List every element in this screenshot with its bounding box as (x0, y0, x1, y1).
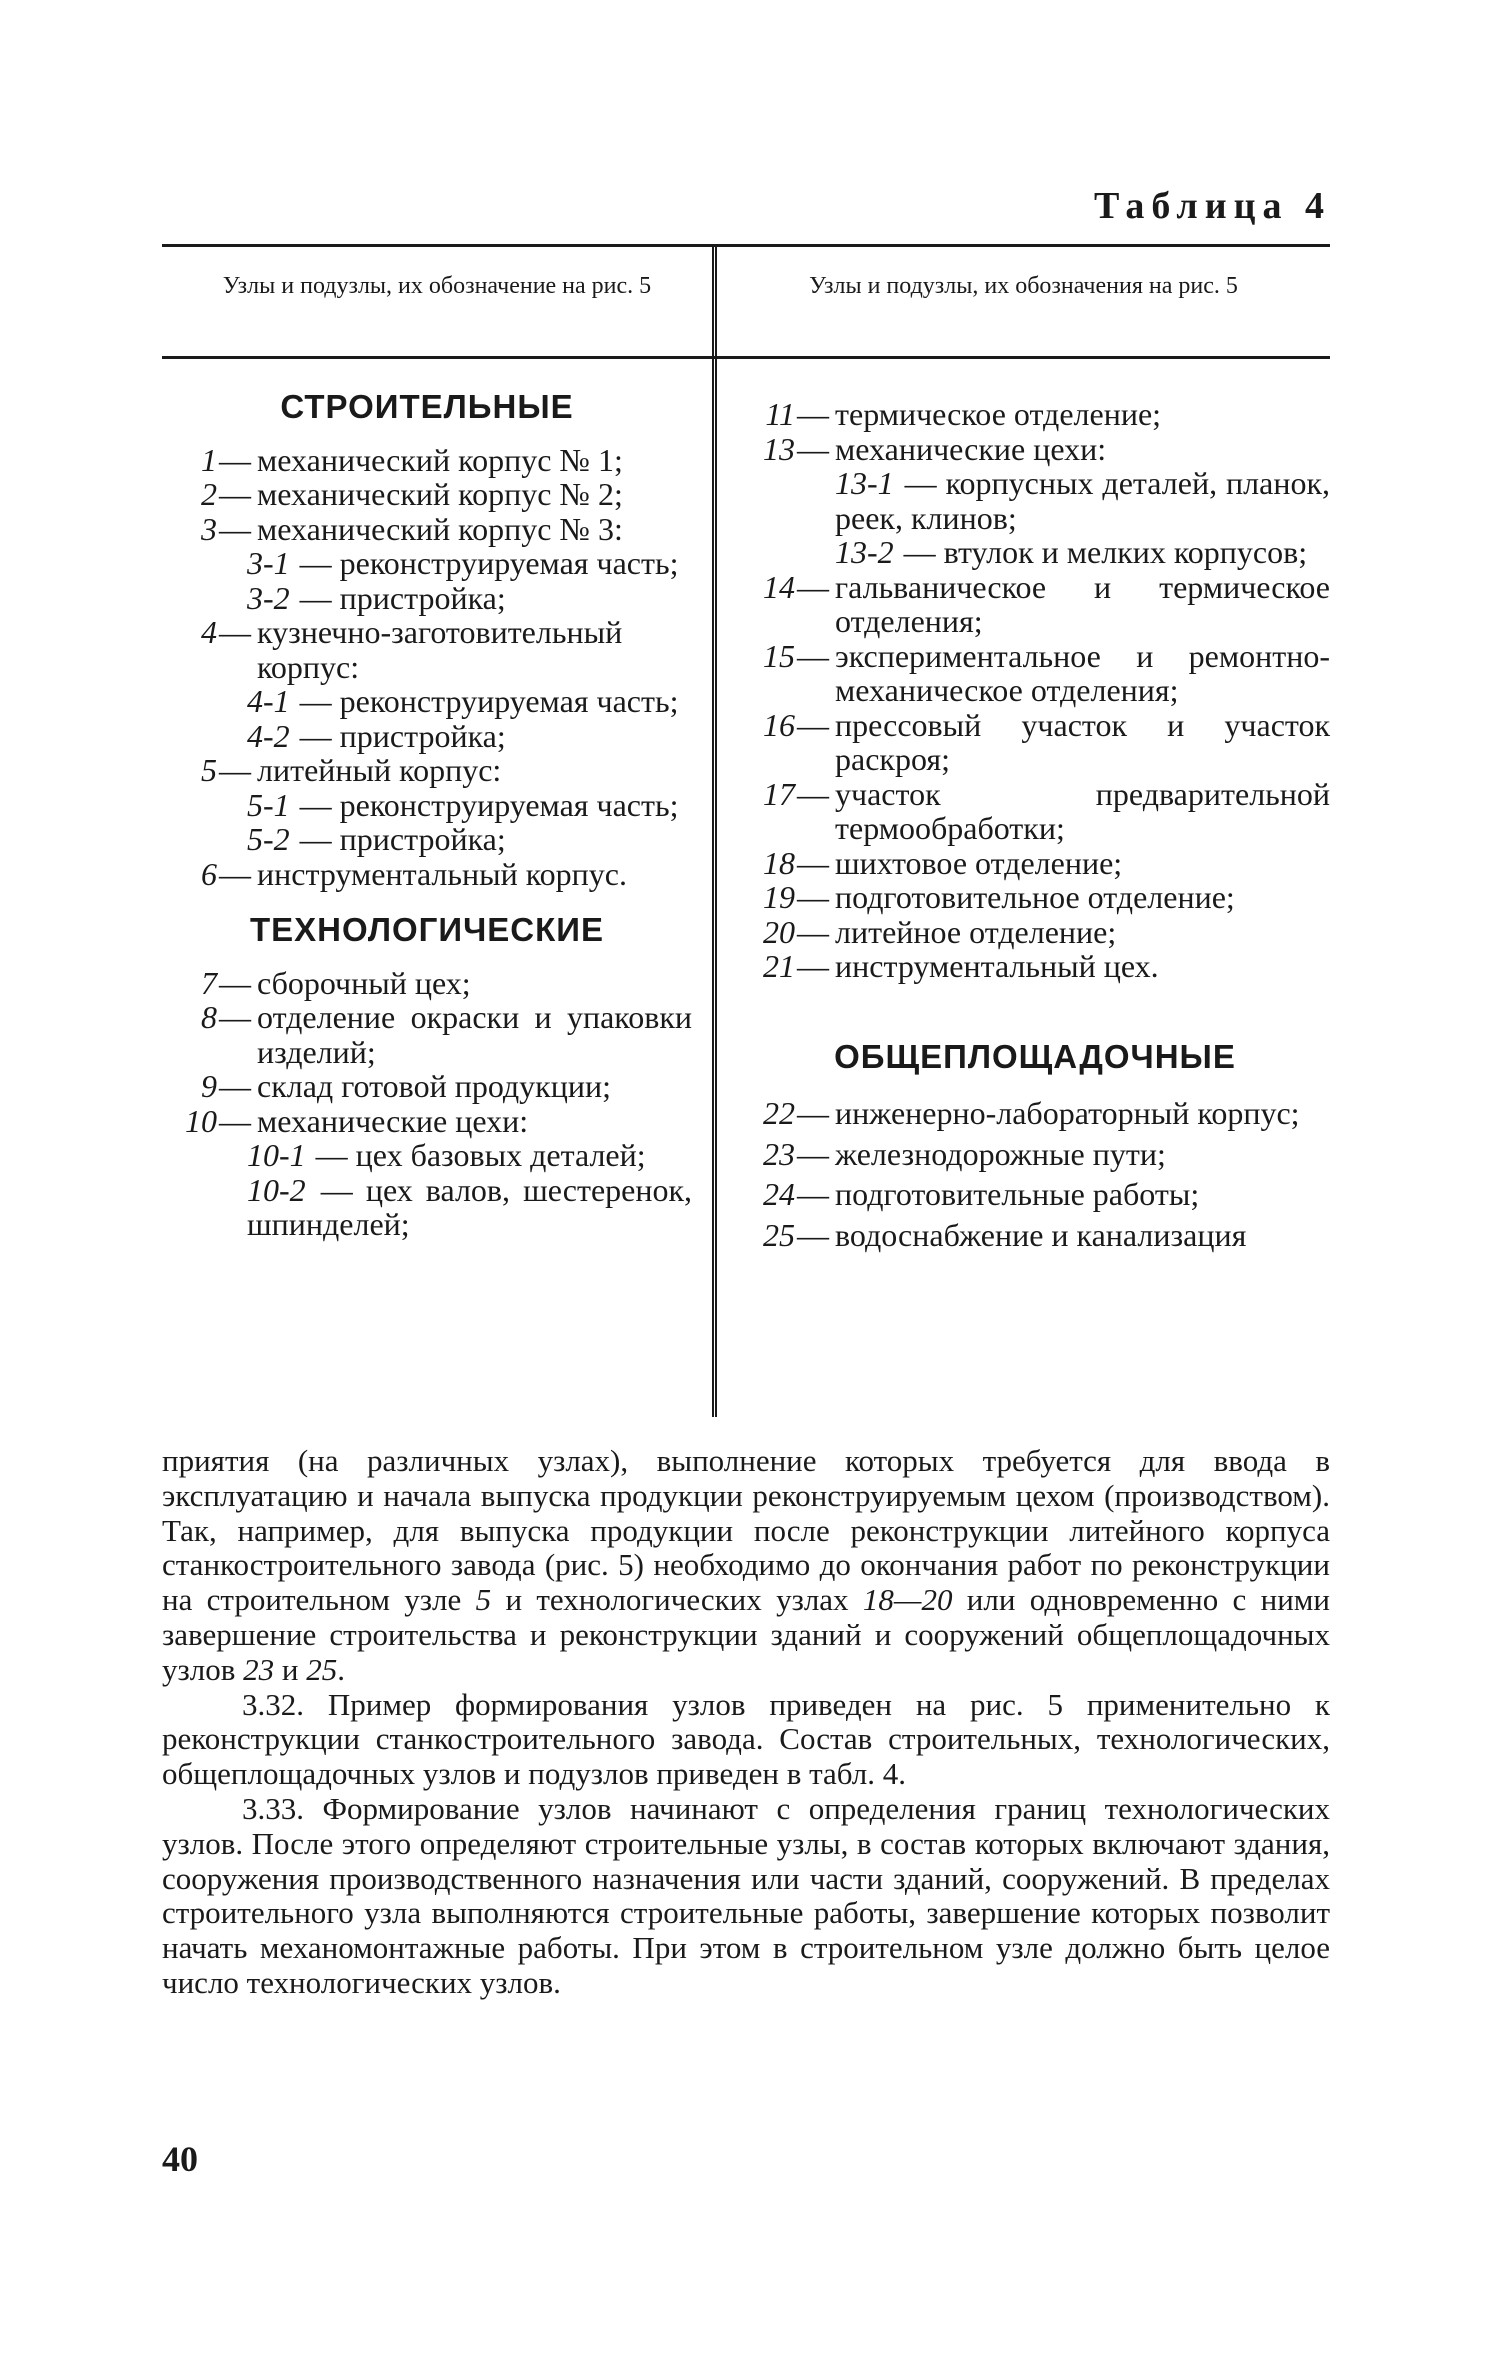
table-top-rule (162, 244, 1330, 247)
table-item: 9 — склад готовой продукции; (201, 1068, 611, 1104)
table-subitem: 4-2 — пристройка; (247, 717, 506, 754)
table-item: 3 — механический корпус № 3: (201, 510, 623, 547)
table-subitem: 13-2 — втулок и мелких корпусов; (835, 534, 1308, 570)
table-item: 15 — экспериментальное и ремонтно-механическое отделения; (763, 637, 1330, 708)
heading-construction: СТРОИТЕЛЬНЫЕ (280, 388, 574, 425)
table-subitem: 3-1 — реконструируемая часть; (247, 545, 679, 581)
table-subitem: 5-1 — реконструируемая часть; (247, 786, 679, 823)
table-item: 24 — подготовительные работы; (763, 1176, 1200, 1212)
table-item: 20 — литейное отделение; (763, 913, 1117, 950)
body-text (162, 1444, 1330, 2001)
table-item: 5 — литейный корпус: (201, 752, 502, 788)
table-right-column (740, 397, 1330, 1252)
paragraph-continuation: приятия (на различных узлах), выполнение которых требуется для ввода в эксплуатацию и начала выпуска продукции реконструируемым цехом (производством). Так, например, для выпуска продукции после реконструкции литейного корпуса станкостроительного завода (рис. 5) необходимо до окончания работ по реконструкции на строительном узле 5 и технологических узлах 18—20 или одновременно с ними завершение строительства и реконструкции зданий и сооружений общеплощадочных узлов 23 и 25. (162, 1443, 1330, 1687)
table-item: 10 — механические цехи: (185, 1102, 529, 1139)
table-subitem: 13-1 — корпусных деталей, планок, реек, клинов; (835, 465, 1331, 536)
table-subitem: 4-1 — реконструируемая часть; (247, 683, 679, 719)
table-left-column (162, 380, 692, 1242)
table-item: 16 — прессовый участок и участок раскроя; (763, 706, 1330, 777)
table-header-left: Узлы и подузлы, их обозначение на рис. 5 (222, 273, 652, 299)
table-item: 18 — шихтовое отделение; (763, 844, 1123, 881)
table-header-rule (162, 356, 1330, 359)
heading-technology: ТЕХНОЛОГИЧЕСКИЕ (249, 911, 604, 948)
table-subitem: 10-1 — цех базовых деталей; (247, 1137, 646, 1173)
table-item: 25 — водоснабжение и канализация (763, 1216, 1247, 1253)
paragraph-3-33: 3.33. Формирование узлов начинают с определения границ технологических узлов. После этого определяют строительные узлы, в состав которых включают здания, сооружения производственного назначения или части зданий, сооружений. В пределах строительного узла выполняются строительные работы, завершение которых позволит начать механомонтажные работы. При этом в строительном узле должно быть целое число технологических узлов. (162, 1790, 1330, 2000)
table-subitem: 5-2 — пристройка; (247, 821, 506, 857)
table-subitem: 3-2 — пристройка; (247, 579, 506, 616)
table-item: 8 — отделение окраски и упаковки изделий; (201, 999, 692, 1070)
table-item: 17 — участок предварительной термообработки; (763, 775, 1330, 846)
paragraph-3-32: 3.32. Пример формирования узлов приведен на рис. 5 применительно к реконструкции станкостроительного завода. Состав строительных, технологических, общеплощадочных узлов и подузлов приведен в табл. 4. (162, 1686, 1330, 1792)
table-item: 1 — механический корпус № 1; (201, 441, 623, 478)
table-item: 7 — сборочный цех; (201, 964, 471, 1001)
table-item: 22 — инженерно-лабораторный корпус; (763, 1095, 1300, 1131)
table-item: 19 — подготовительное отделение; (763, 879, 1235, 915)
table-item: 21 — инструментальный цех. (763, 948, 1159, 984)
table-item: 14 — гальваническое и термическое отделения; (763, 568, 1330, 639)
table-caption: Таблица 4 (1093, 185, 1331, 227)
table-item: 6 — инструментальный корпус. (201, 855, 627, 892)
table-subitem: 10-2 — цех валов, шестеренок, шпинделей; (247, 1171, 693, 1242)
table-item: 2 — механический корпус № 2; (201, 476, 623, 512)
heading-general: ОБЩЕПЛОЩАДОЧНЫЕ (834, 1037, 1236, 1075)
table-column-divider (712, 244, 717, 1417)
page-number: 40 (162, 2139, 198, 2179)
table-item: 4 — кузнечно-заготовительный корпус: (201, 614, 623, 685)
table-item: 23 — железнодорожные пути; (763, 1135, 1166, 1172)
table-item: 13 — механические цехи: (763, 430, 1107, 467)
table-item: 11 — термическое отделение; (765, 396, 1162, 432)
table-header-right: Узлы и подузлы, их обозначения на рис. 5 (809, 273, 1238, 299)
